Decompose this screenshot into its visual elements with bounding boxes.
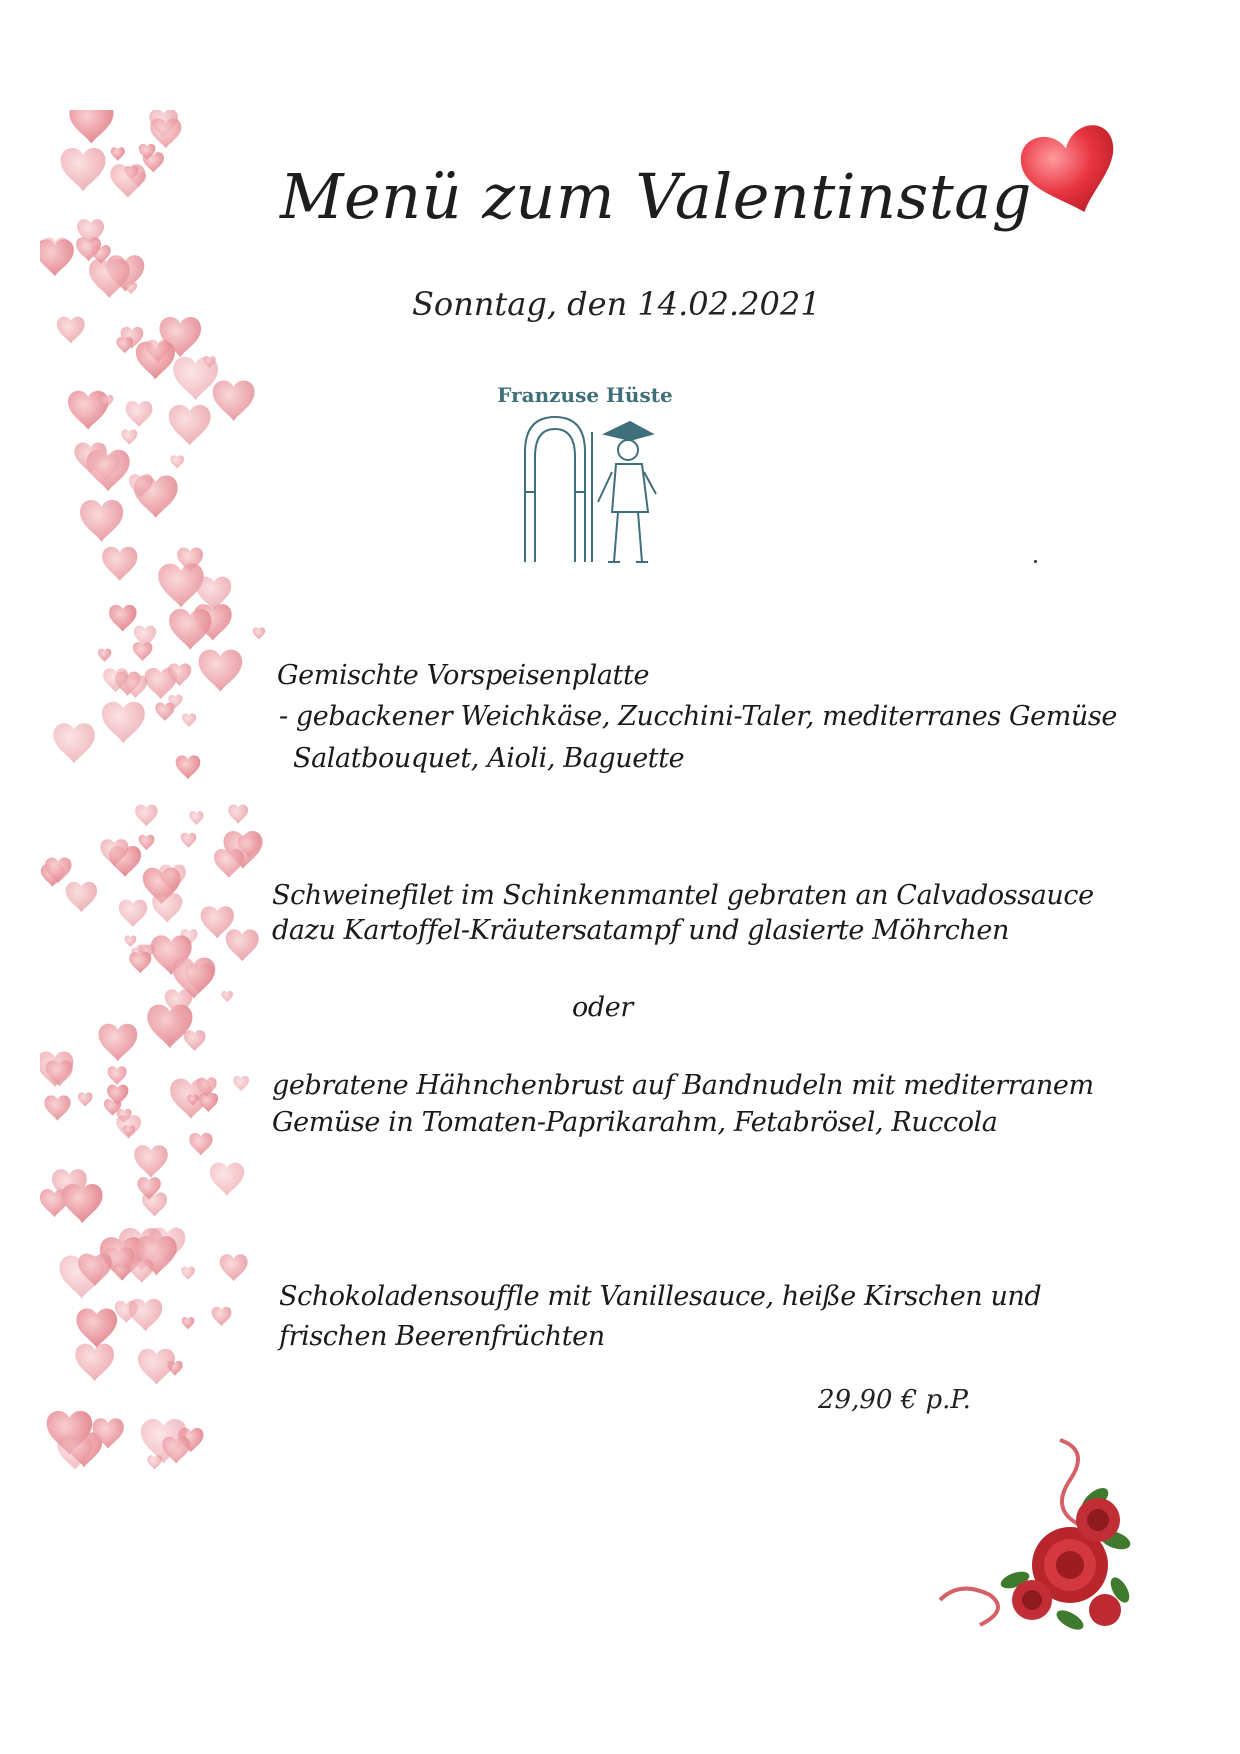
small-heart-icon (134, 1145, 168, 1177)
small-heart-icon (102, 702, 145, 743)
small-heart-icon (184, 1030, 206, 1051)
small-heart-icon (139, 835, 155, 850)
small-heart-icon (99, 1024, 138, 1061)
small-heart-icon (233, 1076, 249, 1091)
restaurant-logo-figure-icon (480, 372, 690, 582)
rose-corner-decoration (920, 1430, 1150, 1645)
rose-icon (920, 1430, 1150, 1645)
small-heart-icon (57, 317, 85, 344)
hearts-icon (40, 110, 270, 1490)
small-heart-icon (61, 148, 106, 191)
small-heart-icon (226, 929, 259, 961)
small-heart-icon (80, 500, 123, 542)
small-heart-icon (210, 1163, 244, 1196)
small-heart-icon (253, 627, 265, 639)
or-label: oder (572, 992, 633, 1023)
small-heart-icon (189, 811, 203, 825)
menu-date: Sonntag, den 14.02.2021 (412, 285, 821, 323)
small-heart-icon (181, 833, 197, 848)
small-heart-icon (220, 1254, 248, 1281)
small-heart-icon (169, 405, 211, 446)
logo-text: Franzuse Hüste (497, 383, 673, 407)
starter-line-1: Gemischte Vorspeisenplatte (277, 660, 650, 691)
hearts-column-decoration (40, 110, 270, 1490)
small-heart-icon (121, 429, 137, 444)
small-heart-icon (125, 936, 137, 947)
small-heart-icon (155, 703, 174, 722)
restaurant-logo (480, 372, 690, 582)
small-heart-icon (228, 805, 248, 824)
small-heart-icon (135, 805, 157, 827)
small-heart-icon (189, 1133, 212, 1156)
small-heart-icon (173, 957, 216, 998)
small-heart-icon (119, 900, 147, 928)
small-heart-icon (109, 605, 137, 632)
dessert-line-1: Schokoladensouffle mit Vanillesauce, heiße Kirschen und (279, 1281, 1042, 1312)
stray-dot (1034, 560, 1037, 563)
small-heart-icon (111, 147, 125, 161)
small-heart-icon (182, 1317, 195, 1329)
small-heart-icon (66, 882, 97, 912)
starter-line-2: - gebackener Weichkäse, Zucchini-Taler, mediterranes Gemüse (279, 701, 1117, 732)
small-heart-icon (53, 723, 94, 763)
small-heart-icon (182, 713, 196, 727)
small-heart-icon (102, 547, 137, 581)
small-heart-icon (129, 1299, 163, 1331)
main1-line-2: dazu Kartoffel-Kräutersatampf und glasierte Möhrchen (272, 915, 1009, 946)
small-heart-icon (69, 110, 113, 144)
small-heart-icon (133, 642, 153, 661)
main1-line-1: Schweinefilet im Schinkenmantel gebraten an Calvadossauce (272, 880, 1094, 911)
small-heart-icon (75, 1344, 114, 1381)
small-heart-icon (181, 1266, 195, 1279)
small-heart-icon (40, 239, 74, 276)
small-heart-icon (138, 1349, 175, 1385)
main2-line-2: Gemüse in Tomaten-Paprikarahm, Fetabrösel, Ruccola (272, 1107, 998, 1138)
small-heart-icon (199, 650, 243, 692)
small-heart-icon (221, 991, 233, 1002)
small-heart-icon (212, 1307, 232, 1326)
small-heart-icon (213, 380, 255, 421)
small-heart-icon (98, 649, 111, 662)
small-heart-icon (147, 1455, 162, 1469)
small-heart-icon (170, 455, 184, 468)
main2-line-1: gebratene Hähnchenbrust auf Bandnudeln mit mediterranem (272, 1070, 1094, 1101)
starter-line-3: Salatbouquet, Aioli, Baguette (293, 743, 685, 774)
small-heart-icon (62, 1184, 102, 1223)
small-heart-icon (176, 755, 201, 779)
small-heart-icon (78, 1092, 93, 1106)
small-heart-icon (126, 401, 153, 427)
small-heart-icon (169, 609, 211, 650)
price: 29,90 € p.P. (818, 1385, 971, 1415)
menu-title: Menü zum Valentinstag (280, 160, 1032, 233)
small-heart-icon (108, 1066, 127, 1085)
dessert-line-2: frischen Beerenfrüchten (279, 1321, 605, 1352)
small-heart-icon (44, 1095, 70, 1120)
